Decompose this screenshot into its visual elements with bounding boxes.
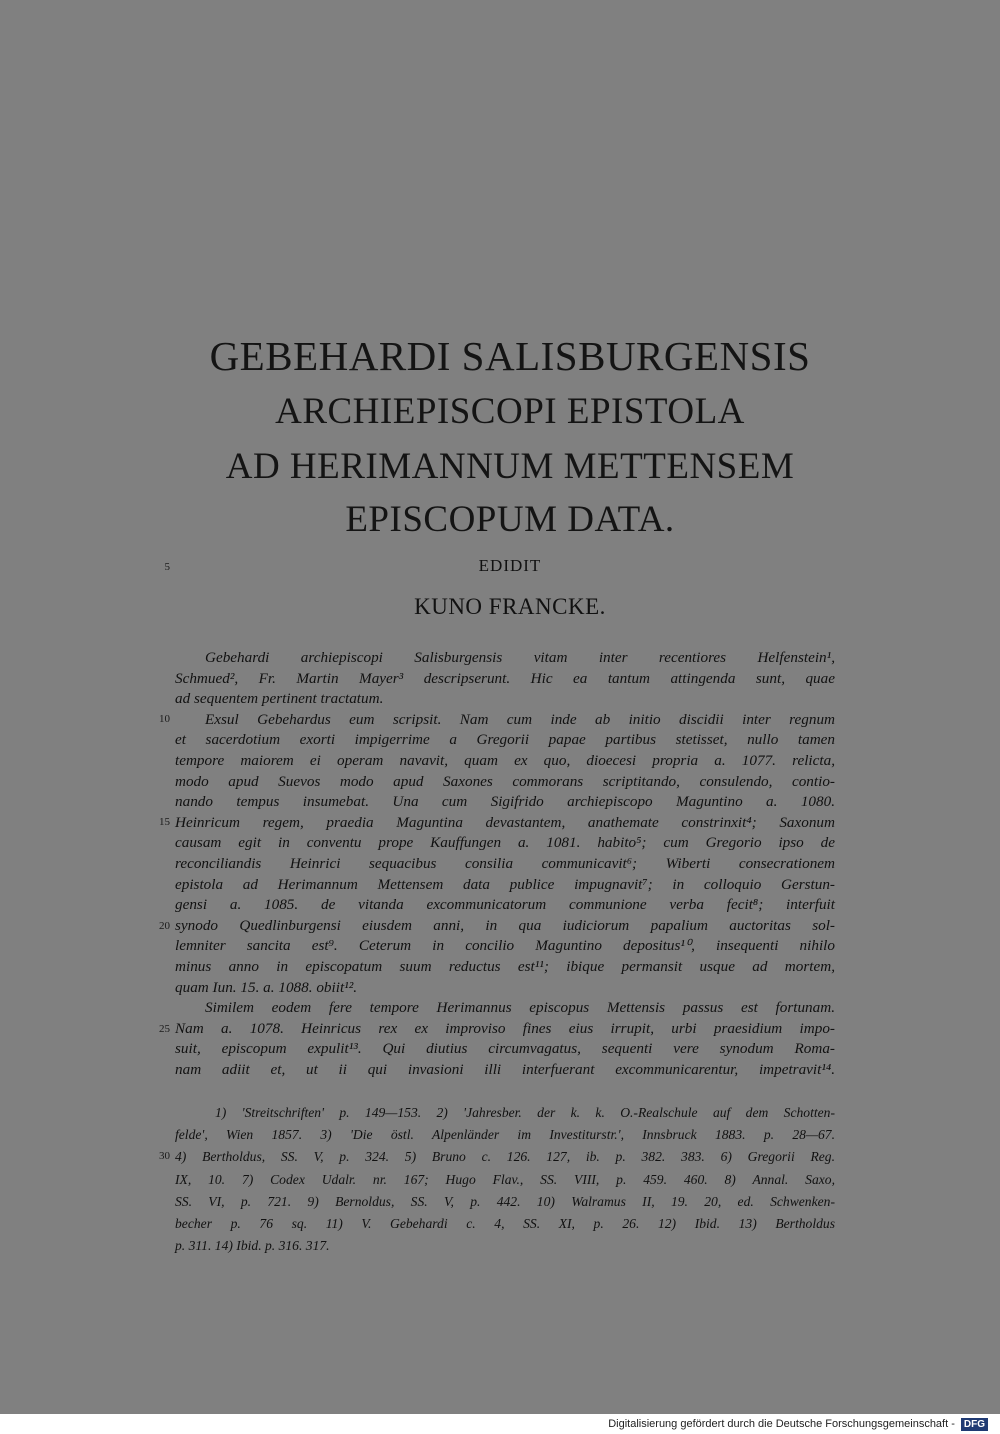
footer-credit: Digitalisierung gefördert durch die Deutsche Forschungsgemeinschaft - — [608, 1418, 955, 1430]
line-number: 20 — [159, 920, 170, 932]
body-line: suit, episcopum expulit¹³. Qui diutius circumvagatus, sequenti vere synodum Roma- — [175, 1040, 835, 1058]
body-line: Schmued², Fr. Martin Mayer³ descripserunt. Hic ea tantum attingenda sunt, quae — [175, 669, 835, 687]
footnotes — [175, 1102, 835, 1257]
author-name: KUNO FRANCKE. — [414, 594, 606, 619]
body-line: et sacerdotium exorti impigerrime a Gregorii papae partibus stetisset, nullo tamen — [175, 731, 835, 749]
footnote-line: 1) 'Streitschriften' p. 149—153. 2) 'Jahresber. der k. k. O.-Realschule auf dem Schotten- — [215, 1105, 835, 1120]
footnote-line: becher p. 76 sq. 11) V. Gebehardi c. 4, SS. XI, p. 26. 12) Ibid. 13) Bertholdus — [175, 1215, 835, 1231]
body-line: epistola ad Herimannum Mettensem data publice impugnavit⁷; in colloquio Gerstun- — [175, 875, 835, 893]
line-number: 30 — [159, 1150, 170, 1162]
body-line: gensi a. 1085. de vitanda excommunicatorum communione verba fecit⁸; interfuit — [175, 896, 835, 914]
body-text — [175, 648, 835, 1080]
body-line: synodo Quedlinburgensi eiusdem anni, in qua iudiciorum papalium auctoritas sol- — [175, 916, 835, 934]
body-line: Nam a. 1078. Heinricus rex ex improviso fines eius irrupit, urbi praesidium impo- — [175, 1019, 835, 1037]
body-line: Similem eodem fere tempore Herimannus episcopus Mettensis passus est fortunam. — [205, 999, 835, 1017]
line-number: 15 — [159, 816, 170, 828]
body-line: Heinricum regem, praedia Maguntina devastantem, anathemate constrinxit⁴; Saxonum — [175, 813, 835, 831]
footnote-line: IX, 10. 7) Codex Udalr. nr. 167; Hugo Flav., SS. VIII, p. 459. 460. 8) Annal. Saxo, — [175, 1171, 835, 1187]
title-line-1: GEBEHARDI SALISBURGENSIS — [209, 333, 811, 379]
body-line: nando tempus insumebat. Una cum Sigifrido archiepiscopo Maguntino a. 1080. — [175, 793, 835, 811]
body-line: quam Iun. 15. a. 1088. obiit¹². — [175, 978, 358, 996]
body-line: tempore maiorem ei operam navavit, quam ex quo, dioecesi propria a. 1077. relicta, — [175, 751, 835, 769]
title-line-2: ARCHIEPISCOPI EPISTOLA — [275, 391, 745, 432]
line-number: 25 — [159, 1023, 170, 1035]
dfg-logo-icon: DFG — [961, 1418, 988, 1431]
edidit-label: EDIDIT — [478, 556, 542, 575]
footnote-line: p. 311. 14) Ibid. p. 316. 317. — [175, 1238, 330, 1254]
body-line: Gebehardi archiepiscopi Salisburgensis vitam inter recentiores Helfenstein¹, — [205, 649, 835, 666]
body-line: Exsul Gebehardus eum scripsit. Nam cum inde ab initio discidii inter regnum — [205, 710, 835, 728]
digitization-footer — [0, 1414, 1000, 1434]
body-line: minus anno in episcopatum suum reductus est¹¹; ibique permansit usque ad mortem, — [175, 957, 835, 975]
footnote-line: SS. VI, p. 721. 9) Bernoldus, SS. V, p. 442. 10) Walramus II, 19. 20, ed. Schwenken- — [175, 1193, 835, 1209]
body-line: ad sequentem pertinent tractatum. — [175, 690, 384, 708]
body-line: modo apud Suevos modo apud Saxones commorans scriptitando, consulendo, contio- — [175, 772, 835, 790]
body-line: nam adiit et, ut ii qui invasioni illi interfuerant excommunicarentur, impetravit¹⁴. — [175, 1060, 835, 1078]
line-number: 5 — [164, 561, 170, 573]
footnote-line: felde', Wien 1857. 3) 'Die östl. Alpenländer im Investiturstr.', Innsbruck 1883. p. 28—67. — [175, 1127, 835, 1143]
title-line-4: EPISCOPUM DATA. — [345, 499, 675, 540]
body-line: causam egit in conventu prope Kauffungen a. 1081. habito⁵; cum Gregorio ipso de — [175, 834, 835, 852]
footnote-line: 4) Bertholdus, SS. V, p. 324. 5) Bruno c. 126. 127, ib. p. 382. 383. 6) Gregorii Reg. — [175, 1149, 835, 1165]
body-line: reconciliandis Heinrici sequacibus consilia communicavit⁶; Wiberti consecrationem — [175, 854, 835, 872]
body-line: lemniter sancita est⁹. Ceterum in concilio Maguntino depositus¹⁰, insequenti nihilo — [175, 937, 835, 955]
title-line-3: AD HERIMANNUM METTENSEM — [225, 446, 795, 487]
line-number: 10 — [159, 713, 170, 725]
